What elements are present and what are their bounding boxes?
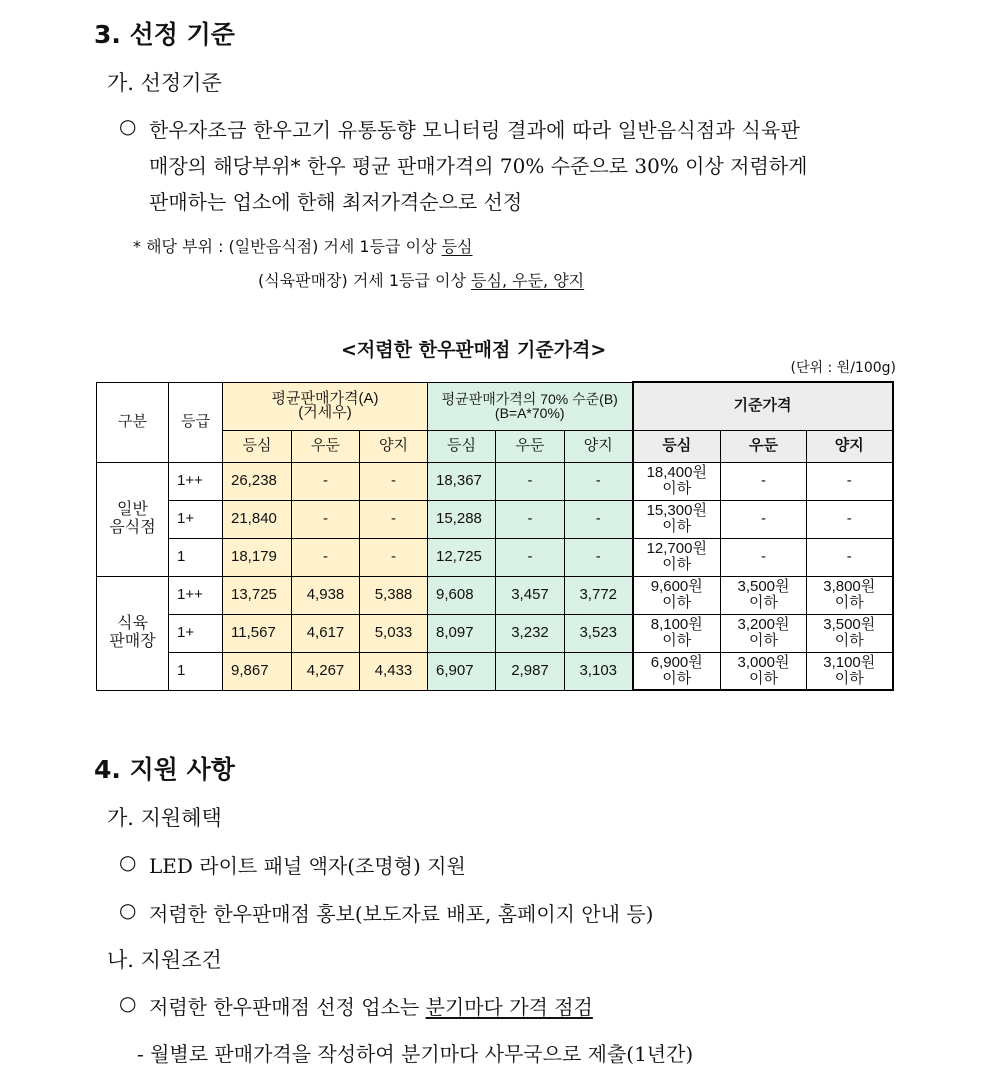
standard-price-cell (633, 576, 721, 614)
pct70-price-cell: - (565, 500, 633, 538)
condition-1-emphasis: 분기마다 가격 점검 (425, 995, 593, 1019)
section-3-title: 3. 선정 기준 (94, 20, 235, 49)
standard-price-value: 3,500원 (737, 578, 790, 595)
standard-price-below: 이하 (834, 632, 864, 649)
pct70-price-cell: - (496, 500, 565, 538)
standard-price-cell: - (807, 462, 893, 500)
category-cell (97, 462, 169, 576)
table-row (97, 652, 893, 690)
standard-price-cell (633, 614, 721, 652)
table-row (97, 576, 893, 614)
avg-price-cell: - (292, 538, 360, 576)
avg-price-cell: - (292, 500, 360, 538)
avg-price-cell: 4,267 (292, 652, 360, 690)
standard-price-value: 3,200원 (737, 616, 790, 633)
avg-price-cell: 4,938 (292, 576, 360, 614)
standard-price-cell (721, 614, 807, 652)
standard-price-value: 3,500원 (823, 616, 876, 633)
header-avg-line2: (거세우) (298, 404, 352, 421)
avg-price-cell: 26,238 (223, 462, 292, 500)
bullet-circle: ○ (119, 114, 137, 138)
pct70-price-cell: - (496, 462, 565, 500)
pct70-price-cell: 6,907 (428, 652, 496, 690)
grade-cell: 1+ (169, 614, 223, 652)
avg-price-cell: - (292, 462, 360, 500)
pct70-price-cell: 3,772 (565, 576, 633, 614)
grade-cell: 1++ (169, 576, 223, 614)
standard-price-cell: - (807, 538, 893, 576)
condition-2: - 월별로 판매가격을 작성하여 분기마다 사무국으로 제출(1년간) (137, 1042, 694, 1066)
standard-price-cell: - (721, 500, 807, 538)
category-line1: 식육 (117, 615, 148, 632)
header-70-line1: 평균판매가격의 70% 수준(B) (441, 391, 618, 407)
pct70-price-cell: 18,367 (428, 462, 496, 500)
standard-price-below: 이하 (662, 556, 692, 573)
subsection-3a-title: 가. 선정기준 (107, 71, 222, 95)
part-note-2 (258, 268, 584, 291)
avg-price-cell: 5,033 (360, 614, 428, 652)
category-line2: 음식점 (109, 519, 156, 536)
price-table (96, 381, 894, 691)
header-part: 양지 (807, 430, 893, 462)
header-part: 양지 (360, 430, 428, 462)
header-part: 우둔 (496, 430, 565, 462)
grade-cell: 1 (169, 538, 223, 576)
standard-price-cell (633, 652, 721, 690)
pct70-price-cell: 8,097 (428, 614, 496, 652)
header-part: 등심 (223, 430, 292, 462)
standard-price-cell (633, 462, 721, 500)
part-note-2-prefix: (식육판매장) 거세 1등급 이상 (258, 271, 466, 290)
table-unit: (단위 : 원/100g) (790, 360, 896, 376)
standard-price-cell (721, 652, 807, 690)
avg-price-cell: - (360, 500, 428, 538)
standard-price-below: 이하 (662, 594, 692, 611)
standard-price-cell (633, 538, 721, 576)
subsection-4a-title: 가. 지원혜택 (107, 806, 222, 830)
pct70-price-cell: - (565, 538, 633, 576)
standard-price-cell (807, 652, 893, 690)
condition-1 (149, 991, 593, 1020)
table-row (97, 500, 893, 538)
avg-price-cell: 5,388 (360, 576, 428, 614)
grade-cell: 1 (169, 652, 223, 690)
standard-price-cell (807, 576, 893, 614)
standard-price-below: 이하 (662, 480, 692, 497)
standard-price-cell: - (807, 500, 893, 538)
table-caption: <저렴한 한우판매점 기준가격> (341, 339, 607, 361)
header-part: 우둔 (292, 430, 360, 462)
header-70pct-price (428, 382, 633, 430)
pct70-price-cell: 3,232 (496, 614, 565, 652)
avg-price-cell: 18,179 (223, 538, 292, 576)
pct70-price-cell: 15,288 (428, 500, 496, 538)
criteria-line-3: 판매하는 업소에 한해 최저가격순으로 선정 (149, 190, 523, 214)
avg-price-cell: 4,617 (292, 614, 360, 652)
header-70-line2: (B=A*70%) (494, 405, 565, 421)
avg-price-cell: 9,867 (223, 652, 292, 690)
table-row (97, 614, 893, 652)
pct70-price-cell: 12,725 (428, 538, 496, 576)
header-grade: 등급 (169, 382, 223, 462)
category-line2: 판매장 (109, 633, 156, 650)
standard-price-below: 이하 (834, 669, 864, 687)
part-note-1 (133, 234, 473, 257)
pct70-price-cell: 3,523 (565, 614, 633, 652)
criteria-line-1: 한우자조금 한우고기 유통동향 모니터링 결과에 따라 일반음식점과 식육판 (149, 118, 801, 142)
avg-price-cell: 13,725 (223, 576, 292, 614)
table-row (97, 538, 893, 576)
header-part: 양지 (565, 430, 633, 462)
part-note-1-parts: 등심 (441, 237, 473, 256)
header-part: 등심 (428, 430, 496, 462)
standard-price-below: 이하 (749, 632, 778, 649)
standard-price-value: 6,900원 (650, 653, 703, 671)
benefit-1: LED 라이트 패널 액자(조명형) 지원 (149, 854, 466, 878)
standard-price-below: 이하 (662, 632, 692, 649)
standard-price-value: 18,400원 (646, 464, 707, 481)
header-avg-price (223, 382, 428, 430)
standard-price-below: 이하 (749, 669, 778, 687)
avg-price-cell: 11,567 (223, 614, 292, 652)
pct70-price-cell: - (565, 462, 633, 500)
criteria-line-2: 매장의 해당부위* 한우 평균 판매가격의 70% 수준으로 30% 이상 저렴하게 (149, 154, 808, 178)
header-category: 구분 (97, 382, 169, 462)
standard-price-value: 15,300원 (646, 502, 707, 519)
grade-cell: 1++ (169, 462, 223, 500)
pct70-price-cell: 3,457 (496, 576, 565, 614)
condition-1-prefix: 저렴한 한우판매점 선정 업소는 (149, 995, 420, 1019)
standard-price-cell: - (721, 462, 807, 500)
grade-cell: 1+ (169, 500, 223, 538)
pct70-price-cell: 9,608 (428, 576, 496, 614)
standard-price-below: 이하 (834, 594, 864, 611)
standard-price-below: 이하 (662, 518, 692, 535)
standard-price-below: 이하 (662, 669, 692, 687)
standard-price-value: 3,100원 (823, 653, 876, 671)
benefit-2: 저렴한 한우판매점 홍보(보도자료 배포, 홈페이지 안내 등) (149, 902, 654, 926)
standard-price-value: 3,800원 (823, 578, 876, 595)
pct70-price-cell: 2,987 (496, 652, 565, 690)
avg-price-cell: 21,840 (223, 500, 292, 538)
avg-price-cell: 4,433 (360, 652, 428, 690)
standard-price-below: 이하 (749, 594, 778, 611)
standard-price-value: 3,000원 (737, 653, 790, 671)
part-note-1-prefix: * 해당 부위 : (일반음식점) 거세 1등급 이상 (133, 237, 437, 256)
standard-price-cell (633, 500, 721, 538)
section-4-title: 4. 지원 사항 (94, 755, 235, 784)
standard-price-cell (721, 576, 807, 614)
part-note-2-parts: 등심, 우둔, 양지 (471, 271, 585, 290)
standard-price-value: 12,700원 (646, 540, 707, 557)
bullet-circle: ○ (119, 898, 137, 922)
avg-price-cell: - (360, 538, 428, 576)
avg-price-cell: - (360, 462, 428, 500)
standard-price-value: 9,600원 (650, 578, 703, 595)
subsection-4b-title: 나. 지원조건 (107, 948, 222, 972)
table-row (97, 462, 893, 500)
category-cell (97, 576, 169, 690)
bullet-circle: ○ (119, 850, 137, 874)
header-standard-price: 기준가격 (633, 382, 893, 430)
standard-price-value: 8,100원 (650, 616, 703, 633)
header-part: 등심 (633, 430, 721, 462)
pct70-price-cell: - (496, 538, 565, 576)
bullet-circle: ○ (119, 991, 137, 1015)
pct70-price-cell: 3,103 (565, 652, 633, 690)
header-avg-line1: 평균판매가격(A) (271, 390, 379, 407)
category-line1: 일반 (117, 501, 148, 518)
standard-price-cell (807, 614, 893, 652)
header-part: 우둔 (721, 430, 807, 462)
standard-price-cell: - (721, 538, 807, 576)
